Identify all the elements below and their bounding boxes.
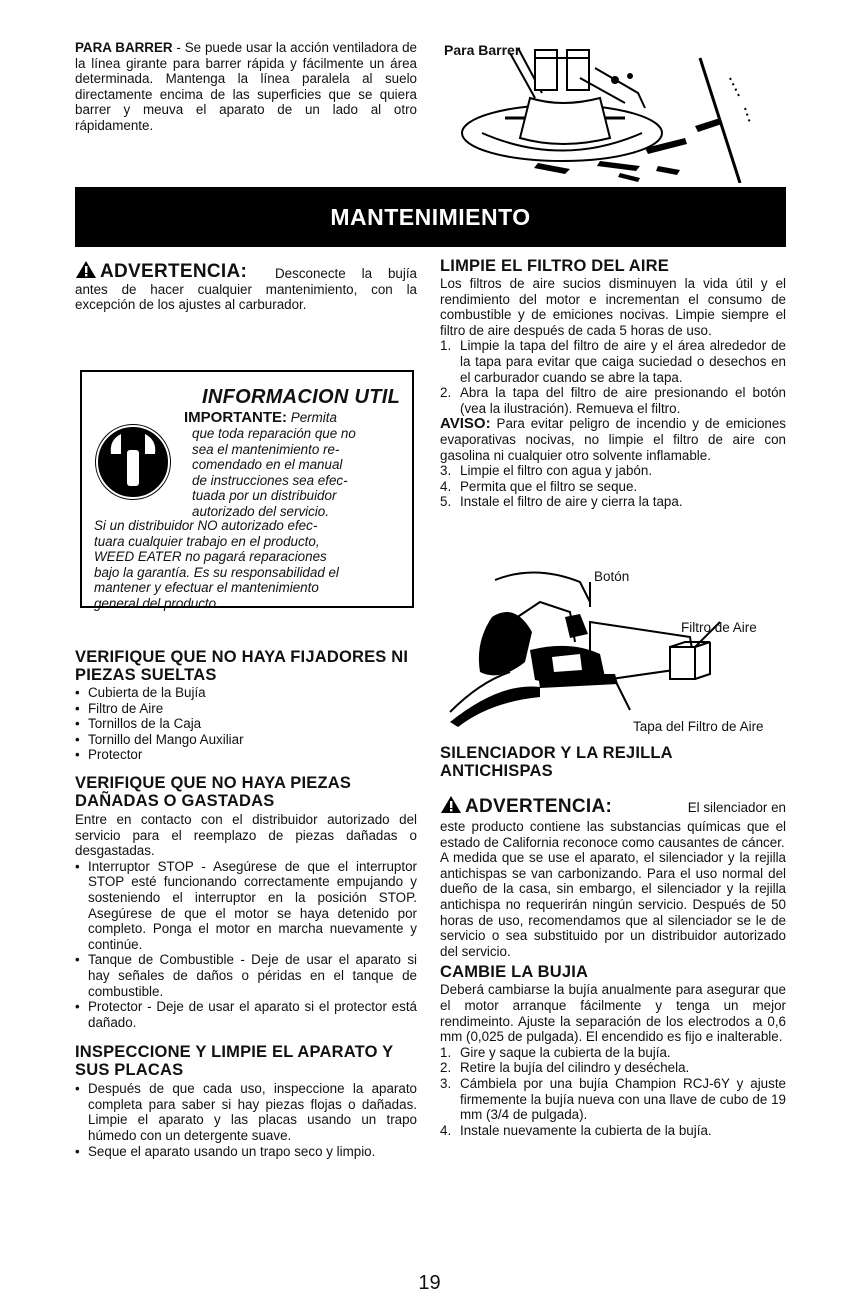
- air-filter-title: LIMPIE EL FILTRO DEL AIRE: [440, 257, 669, 275]
- air-filter-steps-1: [440, 338, 786, 416]
- info-bottom-line: tuara cualquier trabajo en el producto,: [94, 533, 320, 549]
- warning-triangle-icon: [75, 260, 97, 279]
- info-bottom-line: bajo la garantía. Es su responsabilidad el: [94, 564, 339, 580]
- fig-label-cover: Tapa del Filtro de Aire: [633, 719, 764, 734]
- info-box: [80, 370, 414, 611]
- inspect-title: INSPECCIONE Y LIMPIE EL APARATO Y SUS PLACAS: [75, 1043, 394, 1080]
- maintenance-banner: MANTENIMIENTO: [75, 187, 786, 247]
- warning-text: Desconecte la bujía antes de hacer cualquier mantenimiento, con la excepción de los ajustes al carburador.: [75, 266, 417, 313]
- info-title: INFORMACION UTIL: [202, 386, 401, 408]
- important-line: que toda reparación que no: [192, 426, 356, 441]
- spark-text: Deberá cambiarse la bujía anualmente para asegurar que el motor arranque fácilmente y tenga un mejor rendimeinto. Ajuste la separación de los electrodos a 0,6 mm (0,025 de pulgada). El encendido es fijo e inalterable.: [440, 982, 786, 1045]
- important-line: autorizado del servicio.: [192, 503, 329, 519]
- sweep-text: - Se puede usar la acción ventiladora de la línea girante para barrer rápida y fácilmente un área determinada. Mantenga la línea paralela al suelo directamente encima de las superficies que se quiera barrer y meuva el aparato de un lado al otro rápidamente.: [75, 40, 417, 133]
- list-item: • Tornillos de la Caja: [75, 716, 417, 732]
- info-bottom: [94, 518, 404, 612]
- list-item: • Protector: [75, 747, 417, 763]
- list-item: • Cubierta de la Bujía: [75, 685, 417, 701]
- damaged-text: Entre en contacto con el distribuidor autorizado del servicio para el reemplazo de piezas dañadas o desgastadas.: [75, 811, 417, 859]
- list-item: • Tanque de Combustible - Deje de usar el aparato si hay señales de daños o péridas en el tanque de combustible.: [75, 952, 417, 999]
- info-bottom-line: mantener y efectuar el mantenimiento: [94, 580, 319, 596]
- spark-title: CAMBIE LA BUJIA: [440, 963, 589, 982]
- notice-text: Para evitar peligro de incendio y de emiciones evaporativas nocivas, no limpie el filtro de aire con gasolina ni cualquier otro solvente inflamable.: [440, 416, 786, 463]
- muffler-warning-first: El silenciador en: [687, 800, 786, 815]
- muffler-warning-title: ADVERTENCIA:: [465, 796, 613, 817]
- warning-title: ADVERTENCIA:: [100, 261, 248, 282]
- list-item: • Tornillo del Mango Auxiliar: [75, 732, 417, 748]
- air-filter-illustration: [440, 562, 786, 737]
- list-item: 5. Instale el filtro de aire y cierra la tapa.: [440, 494, 683, 510]
- list-item: • Interruptor STOP - Asegúrese de que el interruptor STOP esté funcionando correctamente empujando y sosteniendo el interruptor en la posición STOP. Asegúrese de que el motor se haya detenido por completo. Ponga el motor en marcha nuevamente y continúe.: [75, 859, 417, 953]
- sweep-title: PARA BARRER: [75, 40, 173, 55]
- loose-title: VERIFIQUE QUE NO HAYA FIJADORES NI PIEZAS SUELTAS: [75, 648, 409, 684]
- warning-triangle-icon: [440, 795, 462, 814]
- fig-label-filter: Filtro de Aire: [681, 620, 757, 635]
- damaged-title: VERIFIQUE QUE NO HAYA PIEZAS DAÑADAS O GASTADAS: [75, 773, 352, 810]
- list-item: • Seque el aparato usando un trapo seco y limpio.: [75, 1144, 417, 1160]
- list-item: 3. Cámbiela por una bujía Champion RCJ-6Y y ajuste firmemente la bujía nueva con una llave de cubo de 19 mm (3/4 de pulgada).: [440, 1075, 786, 1123]
- sweep-paragraph: [75, 40, 417, 134]
- air-filter-figure: [440, 562, 786, 737]
- spark-steps: [440, 1045, 786, 1139]
- info-bottom-line: general del producto.: [94, 595, 220, 611]
- info-important: [184, 410, 404, 520]
- left-lower: [75, 648, 417, 1159]
- warning-title-wrap: [75, 260, 247, 283]
- muffler-warning: [440, 795, 786, 850]
- muffler-text: A medida que se use el aparato, el silenciador y la rejilla antichispas se van carbonizando. Para el uso normal del dueño de la casa, sin embargo, el silenciador y la rejilla antichispa no requerirán ningún servicio. Después de 50 horas de uso, recomendamos que al silenciador se le de servicio o sea substituido por un distribuidor autorizado del servicio.: [440, 850, 786, 959]
- important-line: comendado en el manual: [192, 457, 343, 473]
- air-filter-steps-2: [440, 463, 786, 510]
- list-item: 1. Limpie la tapa del filtro de aire y el área alrededor de la tapa para evitar que caiga suciedad o desechos en el carburador cuando se abre la tapa.: [440, 338, 786, 385]
- list-item: • Filtro de Aire: [75, 701, 417, 717]
- muffler-section: [440, 744, 786, 1138]
- list-item: 3. Limpie el filtro con agua y jabón.: [440, 463, 653, 479]
- list-item: • Protector - Deje de usar el aparato si el protector está dañado.: [75, 999, 417, 1030]
- loose-list: [75, 685, 417, 763]
- list-item: 1. Gire y saque la cubierta de la bujía.: [440, 1044, 671, 1060]
- sweep-figure-label: Para Barrer: [444, 42, 521, 58]
- list-item: 2. Abra la tapa del filtro de aire presionando el botón (vea la ilustración). Remueva el filtro.: [440, 385, 786, 416]
- air-filter-notice: [440, 416, 786, 463]
- muffler-title: SILENCIADOR Y LA REJILLA ANTICHISPAS: [440, 744, 673, 780]
- wrench-icon: [91, 420, 175, 504]
- info-bottom-line: Si un distribuidor NO autorizado efec-: [94, 518, 318, 533]
- fig-label-button: Botón: [594, 569, 630, 584]
- muffler-warning-text: este producto contiene las substancias químicas que el estado de California reconoce como causantes de cáncer.: [440, 819, 786, 850]
- sweep-section: [75, 40, 417, 134]
- list-item: 2. Retire la bujía del cilindro y deséchela.: [440, 1060, 690, 1076]
- air-filter-text: Los filtros de aire sucios disminuyen la vida útil y el rendimiento del motor e incrementan el consumo de combustible y de emiciones nocivas. Limpie siempre el filtro de aire después de cada 5 horas de uso.: [440, 276, 786, 338]
- important-line: tuada por un distribuidor: [192, 488, 337, 504]
- important-line: sea el mantenimiento re-: [192, 441, 340, 457]
- list-item: 4. Permita que el filtro se seque.: [440, 478, 638, 494]
- list-item: 4. Instale nuevamente la cubierta de la bujía.: [440, 1122, 712, 1138]
- important-label: IMPORTANTE:: [184, 409, 288, 426]
- sweep-figure: [440, 38, 785, 183]
- inspect-list: [75, 1081, 417, 1159]
- air-filter-section: [440, 257, 786, 510]
- important-line: de instrucciones sea efec-: [192, 472, 348, 488]
- damaged-list: [75, 859, 417, 1031]
- page-number: 19: [418, 1272, 441, 1294]
- info-bottom-line: WEED EATER no pagará reparaciones: [94, 549, 327, 565]
- list-item: • Después de que cada uso, inspeccione la aparato completa para saber si hay piezas flojas o dañadas. Limpie el aparato y las placas usando un trapo húmedo con un detergente suave.: [75, 1081, 417, 1143]
- notice-label: AVISO:: [440, 415, 491, 433]
- warning-disconnect: [75, 260, 417, 313]
- trimmer-sweep-illustration: [440, 38, 785, 183]
- important-first: Permita: [290, 410, 337, 425]
